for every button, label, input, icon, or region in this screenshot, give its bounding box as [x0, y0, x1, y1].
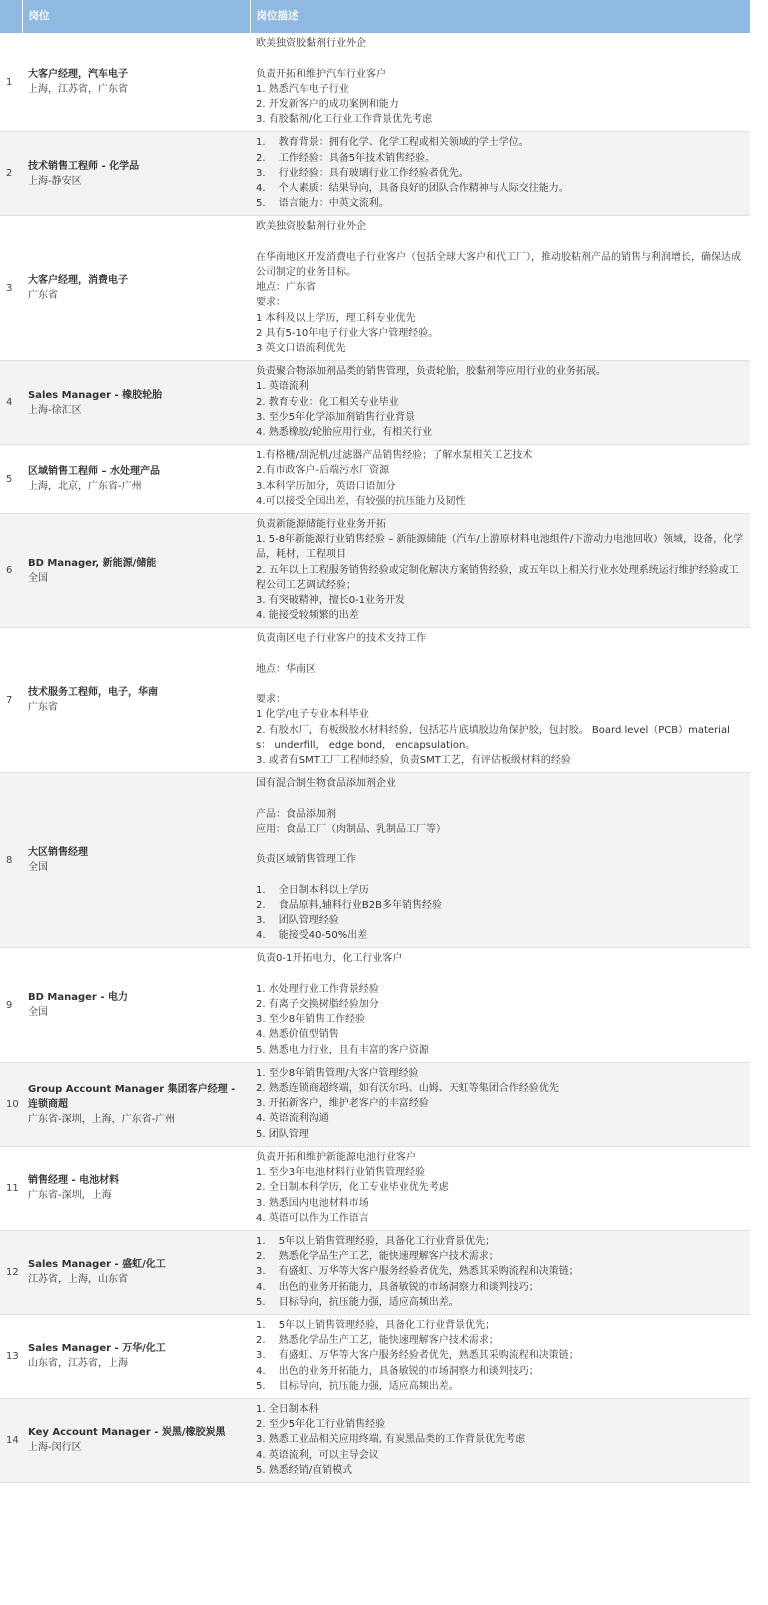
description-line	[256, 867, 744, 882]
position-cell	[22, 132, 250, 216]
description-line: 2. 熟悉化学品生产工艺，能快速理解客户技术需求；	[256, 1251, 499, 1263]
header-number-cell	[0, 0, 22, 33]
description-line: 国有混合制生物食品添加剂企业	[256, 778, 396, 790]
description-line: 3. 或者有SMT工厂工程师经验，负责SMT工艺，有评估板级材料的经验	[256, 755, 571, 767]
table-row	[0, 514, 750, 628]
description-line: 3. 行业经验：具有玻璃行业工作经验者优先。	[256, 167, 469, 179]
description-line: 2. 工作经验：具备5年技术销售经验。	[256, 152, 436, 164]
description-line: 在华南地区开发消费电子行业客户（包括全球大客户和代工厂），推动胶粘剂产品的销售与利润增长，确保达成公司制定的业务目标。	[256, 251, 741, 279]
table-header	[0, 0, 750, 33]
description-line: 3. 开拓新客户，维护老客户的丰富经验	[256, 1098, 429, 1110]
description-line	[256, 647, 744, 662]
description-line: 4. 英语流利沟通	[256, 1113, 329, 1125]
description-line: 产品：食品添加剂	[256, 808, 336, 820]
description-cell	[250, 948, 750, 1062]
description-line: 2. 有胶水厂，有板级胶水材料经验，包括芯片底填胶边角保护胶，包封胶。 Board level（PCB）materials： underfill， edge bond， encapsulation。	[256, 724, 730, 751]
description-cell	[250, 1398, 750, 1482]
description-line: 2. 教育专业：化工相关专业毕业	[256, 396, 399, 408]
description-line: 1. 5年以上销售管理经验，具备化工行业背景优先；	[256, 1235, 496, 1247]
description-line	[256, 677, 744, 692]
position-title: 大区销售经理	[28, 847, 88, 859]
description-line: 1. 5年以上销售管理经验，具备化工行业背景优先；	[256, 1319, 496, 1331]
row-number: 11	[0, 1146, 22, 1230]
description-line: 3 英文口语流利优先	[256, 343, 346, 355]
description-line: 4. 能接受较频繁的出差	[256, 610, 359, 622]
description-line: 3. 熟悉国内电池材料市场	[256, 1197, 369, 1209]
description-line: 1. 教育背景：拥有化学、化学工程或相关领域的学士学位。	[256, 137, 529, 149]
description-line: 欧美独资胶黏剂行业外企	[256, 38, 366, 50]
description-line: 2 具有5-10年电子行业大客户管理经验。	[256, 327, 439, 339]
description-line: 负责南区电子行业客户的技术支持工作	[256, 633, 426, 645]
row-number: 2	[0, 132, 22, 216]
description-line: 2. 开发新客户的成功案例和能力	[256, 99, 399, 110]
position-title: 大客户经理，消费电子	[28, 275, 128, 287]
description-line: 2. 五年以上工程服务销售经验或定制化解决方案销售经验，或五年以上相关行业水处理系统运行维护经验或工程公司工艺调试经验；	[256, 564, 739, 591]
position-cell	[22, 1062, 250, 1146]
description-line: 3. 有盛虹、万华等大客户服务经验者优先，熟悉其采购流程和决策链；	[256, 1266, 579, 1278]
description-line: 2. 熟悉化学品生产工艺，能快速理解客户技术需求；	[256, 1335, 499, 1347]
description-line: 3. 熟悉工业品相关应用终端, 有炭黑品类的工作背景优先考虑	[256, 1434, 526, 1446]
description-line: 负责聚合物添加剂品类的销售管理，负责轮胎，胶黏剂等应用行业的业务拓展。	[256, 366, 606, 378]
description-line: 2. 至少5年化工行业销售经验	[256, 1419, 386, 1431]
description-line: 2. 食品原料,辅料行业B2B多年销售经验	[256, 899, 442, 911]
description-line: 1. 熟悉汽车电子行业	[256, 83, 349, 95]
position-title: 销售经理 - 电池材料	[28, 1175, 120, 1187]
position-cell	[22, 33, 250, 132]
description-line: 要求：	[256, 694, 286, 706]
description-line: 2. 全日制本科学历，化工专业毕业优先考虑	[256, 1182, 449, 1194]
description-line: 欧美独资胶黏剂行业外企	[256, 221, 366, 233]
position-location: 全国	[28, 862, 48, 874]
description-line: 4. 出色的业务开拓能力，具备敏锐的市场洞察力和谈判技巧；	[256, 1281, 539, 1293]
description-line: 4. 英语流利，可以主导会议	[256, 1449, 379, 1461]
position-title: 区域销售工程师 – 水处理产品	[28, 465, 160, 477]
position-location: 广东省-深圳，上海	[28, 1190, 112, 1202]
description-line: 1. 至少8年销售管理/大客户管理经验	[256, 1067, 419, 1079]
description-line: 1.有格栅/刮泥机/过滤器产品销售经验；了解水泵相关工艺技术	[256, 450, 533, 462]
position-location: 全国	[28, 572, 48, 584]
row-number: 4	[0, 361, 22, 445]
position-title: Group Account Manager 集团客户经理 - 连锁商超	[28, 1083, 236, 1110]
description-line: 1. 英语流利	[256, 381, 309, 393]
description-line: 地点：广东省	[256, 282, 316, 294]
description-line: 负责区域销售管理工作	[256, 854, 356, 866]
description-line: 1. 水处理行业工作背景经验	[256, 983, 379, 995]
table-row	[0, 773, 750, 948]
position-location: 全国	[28, 1007, 48, 1019]
table-row	[0, 1062, 750, 1146]
header-description: 岗位描述	[250, 0, 750, 33]
table-row	[0, 948, 750, 1062]
description-line: 4. 熟悉价值型销售	[256, 1029, 339, 1041]
description-line: 负责开拓和维护新能源电池行业客户	[256, 1151, 416, 1163]
description-line: 4. 能接受40-50%出差	[256, 930, 368, 942]
description-cell	[250, 132, 750, 216]
row-number: 1	[0, 33, 22, 132]
description-line: 应用：食品工厂（肉制品、乳制品工厂等）	[256, 823, 446, 835]
table-row	[0, 1146, 750, 1230]
description-cell	[250, 628, 750, 773]
row-number: 8	[0, 773, 22, 948]
table-row	[0, 216, 750, 361]
table-row	[0, 33, 750, 132]
description-line: 4. 英语可以作为工作语言	[256, 1212, 369, 1224]
description-line: 5. 团队管理	[256, 1128, 309, 1140]
description-cell	[250, 773, 750, 948]
description-cell	[250, 33, 750, 132]
position-title: 技术销售工程师 - 化学品	[28, 160, 140, 172]
description-line: 3. 有胶黏剂/化工行业工作背景优先考虑	[256, 114, 433, 126]
description-cell	[250, 514, 750, 628]
description-line: 4.可以接受全国出差，有较强的抗压能力及韧性	[256, 495, 466, 507]
row-number: 3	[0, 216, 22, 361]
position-title: Sales Manager - 盛虹/化工	[28, 1259, 166, 1271]
description-cell	[250, 1146, 750, 1230]
description-line: 4. 熟悉橡胶/轮胎应用行业，有相关行业	[256, 427, 433, 439]
position-location: 上海，北京，广东省-广州	[28, 481, 142, 493]
description-line	[256, 837, 744, 852]
description-line: 5. 熟悉经销/直销模式	[256, 1464, 353, 1476]
description-line: 2. 熟悉连锁商超终端，如有沃尔玛、山姆、天虹等集团合作经验优先	[256, 1083, 559, 1095]
description-line	[256, 967, 744, 982]
position-title: Key Account Manager - 炭黑/橡胶炭黑	[28, 1427, 226, 1439]
position-location: 广东省	[28, 290, 58, 302]
position-location: 上海，江苏省，广东省	[28, 84, 128, 96]
description-line: 负责新能源储能行业业务开拓	[256, 519, 386, 531]
position-cell	[22, 773, 250, 948]
description-line: 4. 个人素质：结果导向，具备良好的团队合作精神与人际交往能力。	[256, 183, 569, 195]
position-title: 大客户经理，汽车电子	[28, 69, 128, 81]
description-line	[256, 51, 744, 66]
row-number: 13	[0, 1314, 22, 1398]
description-line: 负责0-1开拓电力，化工行业客户	[256, 953, 403, 965]
description-line: 3. 至少8年销售工作经验	[256, 1014, 366, 1026]
position-cell	[22, 1314, 250, 1398]
description-line: 5. 熟悉电力行业，且有丰富的客户资源	[256, 1044, 429, 1056]
position-location: 广东省-深圳，上海，广东省-广州	[28, 1113, 176, 1125]
description-line: 3. 至少5年化学添加剂销售行业背景	[256, 411, 416, 423]
table-row	[0, 1230, 750, 1314]
row-number: 6	[0, 514, 22, 628]
description-line: 1. 至少3年电池材料行业销售管理经验	[256, 1167, 426, 1179]
table-row	[0, 1398, 750, 1482]
description-line	[256, 235, 744, 250]
position-location: 上海-徐汇区	[28, 404, 82, 416]
description-line: 1. 全日制本科以上学历	[256, 884, 369, 896]
description-line: 4. 出色的业务开拓能力，具备敏锐的市场洞察力和谈判技巧；	[256, 1365, 539, 1377]
position-location: 山东省，江苏省，上海	[28, 1358, 128, 1370]
description-line: 1. 5-8年新能源行业销售经验 – 新能源储能（汽车/上游原材料电池组件/下游动力电池回收）领域，设备，化学品，耗材，工程项目	[256, 534, 744, 561]
row-number: 12	[0, 1230, 22, 1314]
position-title: Sales Manager - 橡胶轮胎	[28, 389, 163, 401]
position-cell	[22, 1398, 250, 1482]
description-cell	[250, 216, 750, 361]
description-cell	[250, 361, 750, 445]
description-line: 5. 目标导向，抗压能力强，适应高频出差。	[256, 1296, 459, 1308]
row-number: 9	[0, 948, 22, 1062]
description-line: 3. 有盛虹、万华等大客户服务经验者优先，熟悉其采购流程和决策链；	[256, 1350, 579, 1362]
table-row	[0, 132, 750, 216]
table-body	[0, 33, 750, 1482]
description-line: 3. 有突破精神，擅长0-1业务开发	[256, 595, 406, 607]
table-row	[0, 1314, 750, 1398]
description-cell	[250, 445, 750, 514]
position-title: 技术服务工程师，电子，华南	[28, 687, 158, 699]
position-title: BD Manager - 电力	[28, 991, 128, 1003]
position-cell	[22, 514, 250, 628]
header-position: 岗位	[22, 0, 250, 33]
position-cell	[22, 1230, 250, 1314]
description-cell	[250, 1230, 750, 1314]
position-title: BD Manager, 新能源/储能	[28, 557, 157, 569]
position-location: 广东省	[28, 702, 58, 714]
description-cell	[250, 1062, 750, 1146]
position-title: Sales Manager - 万华/化工	[28, 1343, 166, 1355]
description-line: 5. 语言能力：中英文流利。	[256, 198, 389, 210]
position-location: 上海-静安区	[28, 175, 82, 187]
table-row	[0, 361, 750, 445]
position-cell	[22, 948, 250, 1062]
position-location: 江苏省，上海，山东省	[28, 1274, 128, 1286]
description-cell	[250, 1314, 750, 1398]
description-line: 5. 目标导向，抗压能力强，适应高频出差。	[256, 1380, 459, 1392]
row-number: 5	[0, 445, 22, 514]
position-cell	[22, 1146, 250, 1230]
position-location: 上海-闵行区	[28, 1442, 82, 1454]
row-number: 7	[0, 628, 22, 773]
description-line: 2.有市政客户-后端污水厂资源	[256, 465, 390, 477]
description-line: 要求：	[256, 297, 286, 309]
description-line: 地点：华南区	[256, 663, 316, 675]
position-cell	[22, 628, 250, 773]
row-number: 10	[0, 1062, 22, 1146]
position-cell	[22, 216, 250, 361]
position-cell	[22, 445, 250, 514]
description-line: 3.本科学历加分，英语口语加分	[256, 480, 396, 492]
table-row	[0, 445, 750, 514]
position-cell	[22, 361, 250, 445]
description-line: 1 化学/电子专业本科毕业	[256, 709, 369, 721]
description-line: 3. 团队管理经验	[256, 915, 339, 927]
description-line: 2. 有离子交换树脂经验加分	[256, 999, 379, 1011]
description-line	[256, 791, 744, 806]
description-line: 1 本科及以上学历，理工科专业优先	[256, 312, 416, 324]
description-line: 1. 全日制本科	[256, 1403, 319, 1415]
row-number: 14	[0, 1398, 22, 1482]
description-line: 负责开拓和维护汽车行业客户	[256, 68, 386, 80]
table-row	[0, 628, 750, 773]
